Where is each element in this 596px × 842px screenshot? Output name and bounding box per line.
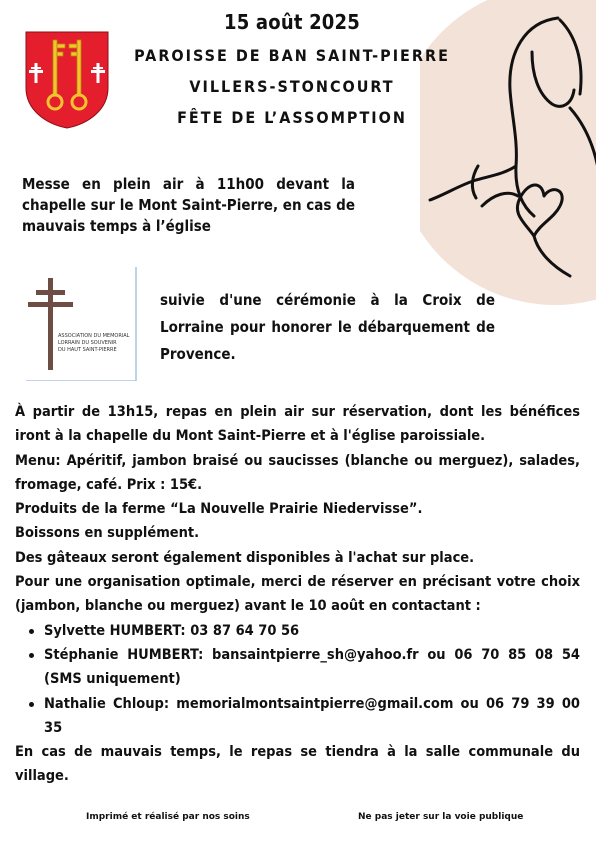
association-logo-line-2: LORRAIN DU SOUVENIR [58,340,117,346]
header [112,8,472,127]
drinks-info: Boissons en supplément. [15,525,200,542]
contact-text: Stéphanie HUMBERT: bansaintpierre_sh@yahoo.fr ou 06 70 85 08 54 (SMS uniquement) [44,646,580,688]
footer-litter-note: Ne pas jeter sur la voie publique [358,812,524,822]
meal-info: À partir de 13h15, repas en plein air sur réservation, dont les bénéfices iront à la chapelle du Mont Saint-Pierre et à l'église paroissiale. [15,404,580,445]
bullet-icon [29,702,34,707]
bullet-icon [29,653,34,658]
footer-printed-note: Imprimé et réalisé par nos soins [86,812,250,822]
cakes-info: Des gâteaux seront également disponibles à l'achat sur place. [15,549,475,566]
weather-info: En cas de mauvais temps, le repas se tiendra à la salle communale du village. [15,744,580,785]
menu-info: Menu: Apéritif, jambon braisé ou saucisses (blanche ou merguez), salades, fromage, café. Prix : 15€. [15,452,580,493]
association-logo-line-1: ASSOCIATION DU MEMORIAL [58,333,130,339]
booking-info: Pour une organisation optimale, merci de réserver en précisant votre choix (jambon, blanche ou merguez) avant le 10 août en contactant : [15,574,580,615]
event-details [15,400,580,789]
contact-item [15,692,580,741]
contact-item [15,643,580,692]
farm-products: Produits de la ferme “La Nouvelle Prairie Niedervisse”. [15,501,423,518]
parish-name: PAROISSE DE BAN SAINT-PIERRE [134,46,450,65]
event-date: 15 août 2025 [224,10,360,34]
contact-text: Sylvette HUMBERT: 03 87 64 70 56 [44,622,300,639]
event-title: FÊTE DE L’ASSOMPTION [177,108,407,127]
contact-text: Nathalie Chloup: memorialmontsaintpierre@gmail.com ou 06 79 39 00 35 [44,695,580,736]
contact-item [15,619,580,643]
coat-of-arms-icon [24,30,110,130]
association-logo-line-3: DU HAUT SAINT-PIERRE [58,347,117,353]
contact-list [15,619,580,740]
ceremony-description: suivie d'une cérémonie à la Croix de Lorraine pour honorer le débarquement de Provence. [160,291,495,363]
memorial-association-logo [22,267,138,381]
bullet-icon [29,629,34,634]
mass-description: Messe en plein air à 11h00 devant la chapelle sur le Mont Saint-Pierre, en cas de mauvais temps à l’église [22,175,355,235]
village-name: VILLERS-STONCOURT [189,77,395,96]
